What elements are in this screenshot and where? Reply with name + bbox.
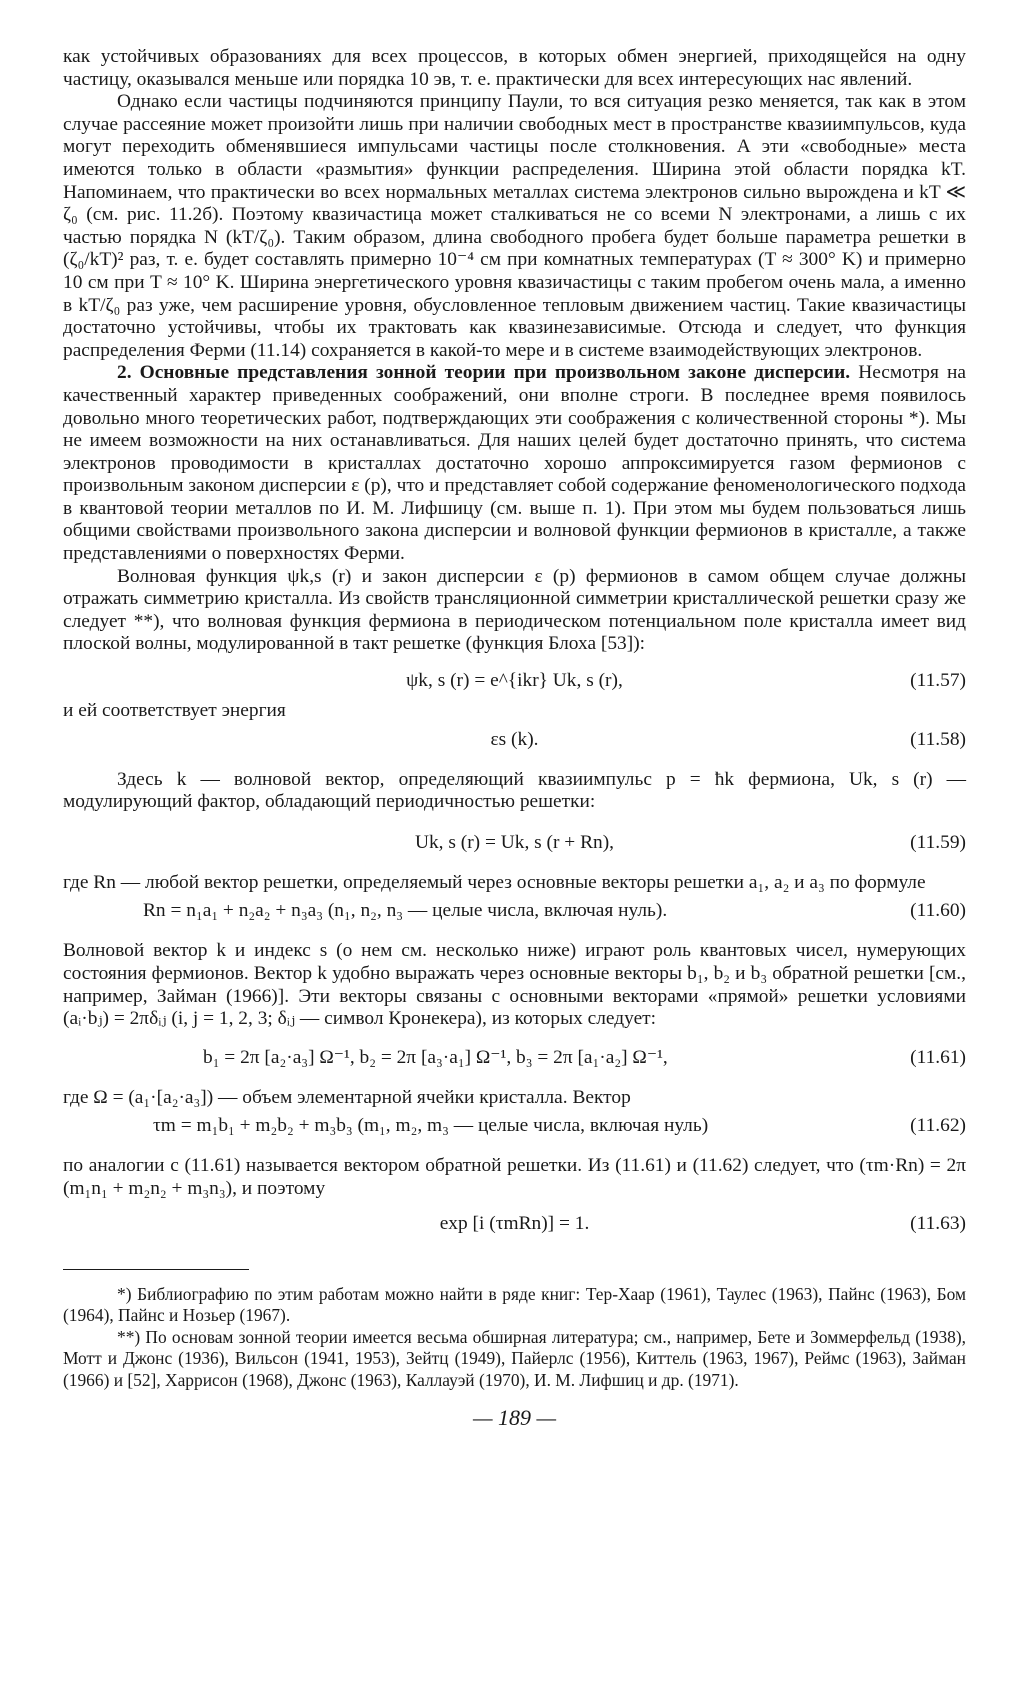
equation-number: (11.61): [910, 1046, 966, 1068]
paragraph-8: Волновой вектор k и индекс s (о нем см. несколько ниже) играют роль квантовых чисел, нумерующих состояния фермионов. Вектор k удобно выражать через основные векторы b₁, b₂ и b₃ обратной решетки [см., например, Займан (1966)]. Эти векторы связаны с основными векторами «прямой» решетки условиями (aᵢ·bⱼ) = 2πδᵢⱼ (i, j = 1, 2, 3; δᵢⱼ — символ Кронекера), из которых следует:: [63, 940, 966, 1030]
paragraph-1: как устойчивых образованиях для всех процессов, в которых обмен энергией, приходящейся на одну частицу, оказывался меньше или порядка 10 эв, т. е. практически для всех интересующих нас явлений.: [63, 46, 966, 90]
equation-11-63: [63, 1213, 966, 1235]
equation-11-58: [63, 729, 966, 751]
footnotes: [63, 1284, 966, 1392]
footnote-2: **) По основам зонной теории имеется весьма обширная литература; см., например, Бете и Зоммерфельд (1938), Мотт и Джонс (1936), Вильсон (1941, 1953), Зейтц (1949), Пайерлс (1956), Киттель (1963, 1967), Реймс (1963), Займан (1966) и [52], Харрисон (1968), Джонс (1963), Каллауэй (1970), И. М. Лифшиц и др. (1971).: [63, 1326, 966, 1390]
equation-formula: exp [i (τmRn)] = 1.: [439, 1212, 590, 1234]
paragraph-2: Однако если частицы подчиняются принципу Паули, то вся ситуация резко меняется, так как в этом случае рассеяние может произойти лишь при наличии свободных мест в пространстве квазиимпульсов, куда могут переходить обменявшиеся импульсами частицы после столкновения. А эти «свободные» места имеются только в области «размытия» функции распределения. Ширина этой области порядка kT. Напоминаем, что практически во всех нормальных металлах система электронов сильно вырождена и kT ≪ ζ₀ (см. рис. 11.2б). Поэтому квазичастица может сталкиваться не со всеми N электронами, а лишь с их частью порядка N (kT/ζ₀). Таким образом, длина свободного пробега будет больше параметра решетки в (ζ₀/kT)² раз, т. е. будет составлять примерно 10⁻⁴ см при комнатных температурах (T ≈ 300° K) и примерно 10 см при T ≈ 10° K. Ширина энергетического уровня квазичастицы с таким пробегом очень мала, а именно в kT/ζ₀ раз уже, чем расширение уровня, обусловленное тепловым движением частиц. Такие квазичастицы достаточно устойчивы, чтобы их трактовать как квазинезависимые. Отсюда и следует, что функция распределения Ферми (11.14) сохраняется в какой-то мере и в системе взаимодействующих электронов.: [63, 91, 966, 361]
equation-number: (11.60): [910, 900, 966, 922]
equation-11-60: [63, 900, 966, 922]
equation-formula: ψk, s (r) = e^{ikr} Uk, s (r),: [406, 670, 623, 692]
equation-formula: τm = m₁b₁ + m₂b₂ + m₃b₃ (m₁, m₂, m₃ — целые числа, включая нуль): [153, 1115, 709, 1137]
paragraph-4: Волновая функция ψk,s (r) и закон дисперсии ε (p) фермионов в самом общем случае должны отражать симметрию кристалла. Из свойств трансляционной симметрии кристаллической решетки сразу же следует **), что волновая функция фермиона в периодическом потенциальном поле кристалла имеет вид плоской волны, модулированной в такт решетке (функция Блоха [53]):: [63, 565, 966, 655]
equation-11-62: [63, 1115, 966, 1137]
equation-11-61: [63, 1047, 966, 1069]
paragraph-6: Здесь k — волновой вектор, определяющий квазиимпульс p = ħk фермиона, Uk, s (r) — модулирующий фактор, обладающий периодичностью решетки:: [63, 768, 966, 813]
footnote-divider: [63, 1269, 249, 1270]
paragraph-10: по аналогии с (11.61) называется вектором обратной решетки. Из (11.61) и (11.62) следует, что (τm·Rn) = 2π (m₁n₁ + m₂n₂ + m₃n₃), и поэтому: [63, 1155, 966, 1199]
page-content: [63, 46, 966, 1431]
section-heading: 2. Основные представления зонной теории при произвольном законе дисперсии.: [117, 362, 851, 384]
paragraph-9: где Ω = (a₁·[a₂·a₃]) — объем элементарной ячейки кристалла. Вектор: [63, 1086, 631, 1108]
equation-formula: Uk, s (r) = Uk, s (r + Rn),: [414, 831, 615, 853]
page-number: — 189 —: [472, 1405, 557, 1431]
equation-number: (11.62): [910, 1115, 966, 1137]
footnote-1: *) Библиографию по этим работам можно найти в ряде книг: Тер-Хаар (1961), Таулес (1963), Пайнс (1963), Бом (1964), Пайнс и Нозьер (1967).: [63, 1283, 966, 1326]
paragraph-5: и ей соответствует энергия: [63, 700, 286, 722]
equation-number: (11.59): [910, 831, 966, 853]
equation-11-59: [63, 832, 966, 854]
equation-formula: Rn = n₁a₁ + n₂a₂ + n₃a₃ (n₁, n₂, n₃ — целые числа, включая нуль).: [143, 900, 668, 922]
paragraph-3-text: Несмотря на качественный характер приведенных соображений, они вполне строги. В последнее время появилось довольно много теоретических работ, подтверждающих эти соображения с количественной стороны *). Мы не имеем возможности на них останавливаться. Для наших целей будет достаточно принять, что система электронов проводимости в кристаллах достаточно хорошо аппроксимируется газом фермионов с произвольным законом дисперсии ε (p), что и представляет собой содержание феноменологического подхода в квантовой теории металлов по И. М. Лифшицу (см. выше п. 1). При этом мы будем пользоваться лишь общими свойствами произвольного закона дисперсии и волновой функции фермионов в кристалле, а также представлениями о поверхностях Ферми.: [63, 362, 966, 565]
equation-number: (11.58): [910, 728, 966, 750]
paragraph-3: [63, 362, 966, 565]
paragraph-7: где Rn — любой вектор решетки, определяемый через основные векторы решетки a₁, a₂ и a₃ по формуле: [63, 871, 926, 893]
equation-11-57: [63, 670, 966, 692]
equation-number: (11.63): [910, 1212, 966, 1234]
equation-formula: b₁ = 2π [a₂·a₃] Ω⁻¹, b₂ = 2π [a₃·a₁] Ω⁻¹, b₃ = 2π [a₁·a₂] Ω⁻¹,: [203, 1046, 668, 1068]
equation-formula: εs (k).: [490, 728, 539, 750]
equation-number: (11.57): [910, 670, 966, 692]
